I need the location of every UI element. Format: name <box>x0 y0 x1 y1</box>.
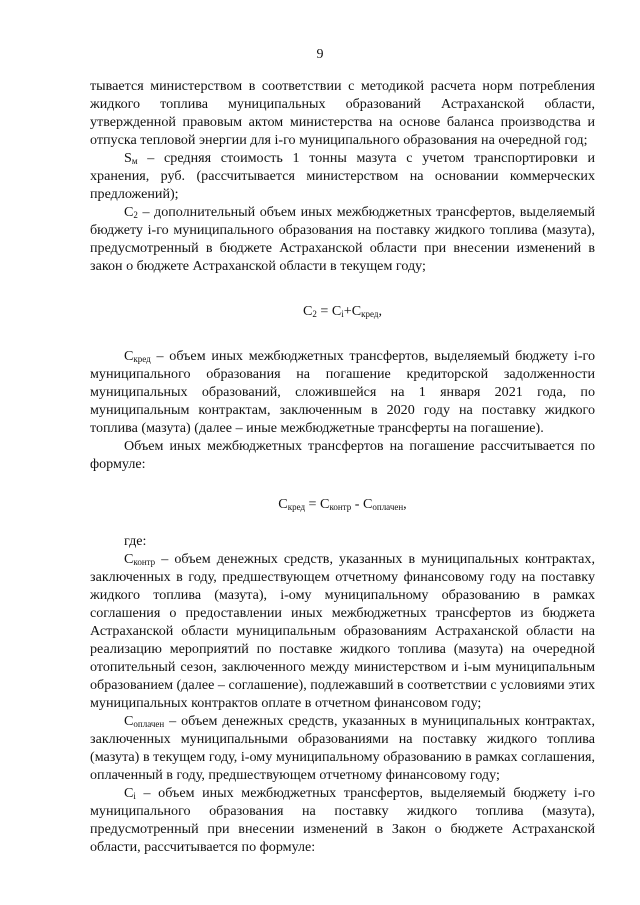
formula-term2: C <box>362 496 373 512</box>
formula-lhs-sub: 2 <box>312 309 317 319</box>
symbol-s: S <box>124 150 132 166</box>
formula-term1-sub: i <box>341 309 344 319</box>
definition-text: – объем иных межбюджетных трансфертов, выделяемый бюджету i-го муниципального образования на погашение кредиторской задолженности муниципальных образований, сложившейся на 1 января 2021 года, по муниципальным контрактам, заключенным в 2020 году на поставку жидкого топлива (мазута) (далее – иные межбюджетные трансферты на погашение). <box>90 348 595 436</box>
formula-lhs: C <box>278 496 288 512</box>
formula-minus: - <box>351 496 363 512</box>
document-body <box>90 77 595 856</box>
formula-term2: C <box>351 303 362 319</box>
symbol-sub-2: 2 <box>133 210 138 220</box>
formula-lhs: C <box>302 303 313 319</box>
paragraph-definition-c2 <box>90 203 595 275</box>
paragraph-norms-continuation: тывается министерством в соответствии с методикой расчета норм потребления жидкого топлива муниципальных образований Астраханской области, утвержденной правовым актом министерства на основе баланса производства и отпуска тепловой энергии для i-го муниципального образования на очередной год; <box>90 78 595 148</box>
formula-equals: = <box>305 496 321 512</box>
formula-lhs-sub: кред <box>287 502 306 512</box>
symbol-c: C <box>124 713 134 729</box>
formula-end: , <box>403 496 407 512</box>
paragraph-formula-intro: Объем иных межбюджетных трансфертов на погашение рассчитывается по формуле: <box>90 438 595 472</box>
definition-text: – средняя стоимость 1 тонны мазута с учетом транспортировки и хранения, руб. (рассчитывается министерством на основании коммерческих предложений); <box>90 150 595 202</box>
symbol-c: C <box>124 348 134 364</box>
definition-text: – объем денежных средств, указанных в муниципальных контрактах, заключенных в году, предшествующем отчетному финансовому году на поставку жидкого топлива (мазута), i-ому муниципальному образованию в рамках соглашения о предоставлении иных межбюджетных трансфертов из бюджета Астраханской области муниципальным образованиям Астраханской области на реализацию мероприятий по поставке жидкого топлива (мазута) на очередной отопительный сезон, заключенного между министерством и i-ым муниципальным образованием (далее – соглашение), подлежавший в соответствии с условиями этих муниципальных контрактов оплате в отчетном финансовом году; <box>90 551 595 711</box>
definition-text: – дополнительный объем иных межбюджетных трансфертов, выделяемый бюджету i-го муниципального образования на поставку жидкого топлива (мазута), предусмотренный в бюджете Астраханской области при внесении изменений в закон о бюджете Астраханской области в текущем году; <box>90 204 595 274</box>
formula-term1: C <box>320 496 330 512</box>
formula-plus: + <box>343 303 352 319</box>
paragraph-definition-c-kred <box>90 347 595 437</box>
symbol-sub-kred: кред <box>133 354 151 364</box>
symbol-c: C <box>124 551 134 567</box>
symbol-c: C <box>124 204 134 220</box>
symbol-sub-i: i <box>133 791 136 801</box>
formula-term1-sub: контр <box>329 502 352 512</box>
formula-c-kred <box>90 495 595 513</box>
formula-equals: = <box>316 303 332 319</box>
formula-term2-sub: кред <box>361 309 379 319</box>
definition-text: – объем денежных средств, указанных в муниципальных контрактах, заключенных муниципальными образованиями на поставку жидкого топлива (мазута) в текущем году, i-ому муниципальному образованию в рамках соглашения, оплаченный в году, предшествующем отчетному финансовому году; <box>90 713 595 783</box>
page-number: 9 <box>316 47 324 62</box>
symbol-sub-m: м <box>131 156 138 166</box>
symbol-c: C <box>124 785 134 801</box>
formula-term2-sub: оплачен <box>372 502 404 512</box>
formula-term1: C <box>331 303 342 319</box>
paragraph-definition-s-m <box>90 149 595 203</box>
formula-end: , <box>378 303 383 319</box>
definition-text: – объем иных межбюджетных трансфертов, выделяемый бюджету i-го муниципального образования на поставку жидкого топлива (мазута), предусмотренный при внесении изменений в Закон о бюджете Астраханской области, рассчитывается по формуле: <box>90 785 595 855</box>
symbol-sub-oplachen: оплачен <box>133 719 165 729</box>
paragraph-definition-c-oplachen <box>90 712 595 784</box>
symbol-sub-kontr: контр <box>133 557 156 567</box>
paragraph-definition-c-kontr <box>90 550 595 712</box>
paragraph-definition-c-i <box>90 784 595 856</box>
paragraph-where: где: <box>124 533 147 549</box>
formula-c2 <box>90 302 595 320</box>
